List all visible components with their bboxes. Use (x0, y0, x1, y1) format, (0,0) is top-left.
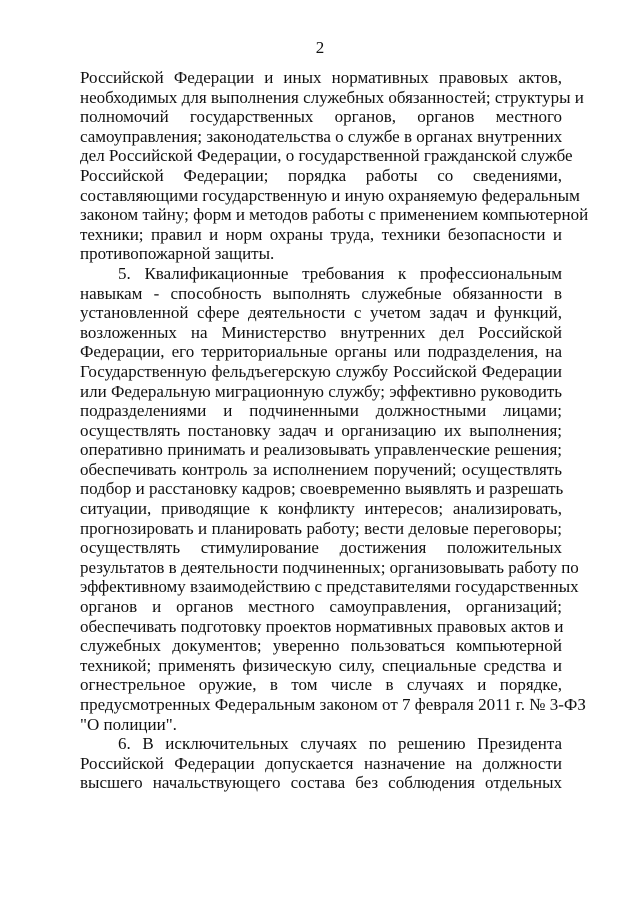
page-number: 2 (315, 38, 325, 57)
text-line: служебных документов; уверенно пользоваться компьютерной (80, 636, 562, 656)
text-line: высшего начальствующего состава без соблюдения отдельных (80, 773, 562, 793)
text-line: противопожарной защиты. (80, 244, 275, 264)
text-line: Российской Федерации; порядка работы со сведениями, (80, 165, 562, 185)
text-line: огнестрельное оружие, в том числе в случаях и порядке, (80, 675, 562, 695)
text-line: навыкам - способность выполнять служебные обязанности в (80, 283, 562, 303)
text-line: самоуправления; законодательства о службе в органах внутренних (80, 126, 563, 146)
text-line: органов и органов местного самоуправления, организаций; (80, 597, 562, 617)
text-line: возложенных на Министерство внутренних дел Российской (80, 322, 562, 342)
paragraph (80, 734, 562, 793)
text-line: обеспечивать контроль за исполнением поручений; осуществлять (80, 459, 562, 479)
text-line: законом тайну; форм и методов работы с применением компьютерной (80, 205, 589, 225)
text-line: составляющими государственную и иную охраняемую федеральным (80, 185, 580, 205)
text-line: эффективному взаимодействию с представителями государственных (80, 577, 579, 597)
text-line: техникой; применять физическую силу, специальные средства и (80, 655, 562, 675)
text-line: необходимых для выполнения служебных обязанностей; структуры и (80, 87, 584, 107)
text-line: техники; правил и норм охраны труда, техники безопасности и (80, 224, 562, 244)
text-line: ситуации, приводящие к конфликту интересов; анализировать, (80, 499, 562, 519)
text-line: подбор и расстановку кадров; своевременно выявлять и разрешать (80, 479, 564, 499)
text-line: обеспечивать подготовку проектов нормативных правовых актов и (80, 616, 564, 636)
text-line: предусмотренных Федеральным законом от 7 февраля 2011 г. № 3-ФЗ (80, 695, 586, 714)
text-line: подразделениями и подчиненными должностными лицами; (80, 401, 562, 421)
paragraph (80, 68, 589, 264)
text-line: Российской Федерации допускается назначение на должности (80, 753, 562, 773)
text-line: 6. В исключительных случаях по решению Президента (118, 734, 562, 754)
paragraph (80, 263, 586, 734)
text-line: 5. Квалификационные требования к профессиональным (118, 263, 562, 283)
text-line: дел Российской Федерации, о государственной гражданской службе (80, 146, 573, 166)
text-line: "О полиции". (80, 714, 177, 734)
text-line: или Федеральную миграционную службу; эффективно руководить (80, 381, 562, 401)
text-line: результатов в деятельности подчиненных; организовывать работу по (80, 557, 579, 577)
text-line: Государственную фельдъегерскую службу Российской Федерации (80, 361, 562, 381)
text-line: полномочий государственных органов, органов местного (80, 107, 562, 127)
text-line: прогнозировать и планировать работу; вести деловые переговоры; (80, 518, 562, 538)
text-line: установленной сфере деятельности с учетом задач и функций, (80, 303, 562, 323)
text-line: Российской Федерации и иных нормативных правовых актов, (80, 68, 562, 87)
text-line: оперативно принимать и реализовывать управленческие решения; (80, 440, 562, 460)
text-line: Федерации, его территориальные органы или подразделения, на (80, 342, 562, 362)
document-body (80, 68, 589, 793)
text-line: осуществлять стимулирование достижения положительных (80, 538, 562, 558)
text-line: осуществлять постановку задач и организацию их выполнения; (80, 420, 562, 440)
